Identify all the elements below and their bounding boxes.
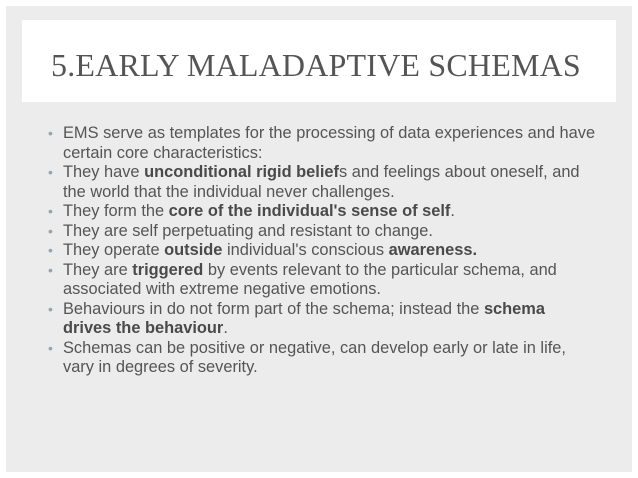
bullet-text: . <box>450 202 455 220</box>
bullet-text: They have <box>63 163 145 181</box>
bullet-marker: • <box>48 125 53 141</box>
bullet-text: They form the <box>63 202 169 220</box>
bullet-marker: • <box>48 164 53 180</box>
bullet-item <box>48 202 596 222</box>
bullet-item <box>48 221 596 242</box>
bullet-text: s and feelings about oneself, and the world that the individual never challenges. <box>63 163 580 201</box>
bullet-list <box>48 124 596 378</box>
bullet-item <box>48 260 596 300</box>
bullet-text: EMS serve as templates for the processing of data experiences and have certain core characteristics: <box>63 124 596 162</box>
bullet-bold-text: triggered <box>132 260 204 279</box>
bullet-bold-text: unconditional rigid belief <box>144 163 339 181</box>
bullet-text: Schemas can be positive or negative, can develop early or late in life, vary in degrees of severity. <box>63 338 566 376</box>
bullet-text: by events relevant to the particular schema, and associated with extreme negative emotions. <box>63 260 557 298</box>
bullet-item <box>48 338 596 378</box>
bullet-item <box>48 299 596 339</box>
slide-title: 5.EARLY MALADAPTIVE SCHEMAS <box>51 47 581 83</box>
bullet-marker: • <box>48 300 53 317</box>
title-box <box>22 20 616 102</box>
bullet-text: They operate <box>63 241 165 259</box>
bullet-bold-text: awareness. <box>388 241 478 259</box>
bullet-marker: • <box>48 242 53 258</box>
bullet-item <box>48 163 596 202</box>
bullet-marker: • <box>48 203 53 219</box>
bullet-text: They are self perpetuating and resistant to change. <box>63 221 433 240</box>
bullet-text: They are <box>63 260 133 279</box>
bullet-text: . <box>223 319 228 337</box>
bullet-bold-text: outside <box>164 241 223 259</box>
bullet-item <box>48 241 596 261</box>
bullet-bold-text: core of the individual's sense of self <box>168 202 451 220</box>
bullet-text: Behaviours in do not form part of the schema; instead the <box>63 299 484 318</box>
bullet-marker: • <box>48 339 53 356</box>
bullet-marker: • <box>48 222 53 239</box>
bullet-text: individual's conscious <box>222 241 389 259</box>
bullet-item <box>48 124 596 163</box>
bullet-bold-text: schema drives the behaviour <box>63 299 545 337</box>
bullet-marker: • <box>48 261 53 278</box>
